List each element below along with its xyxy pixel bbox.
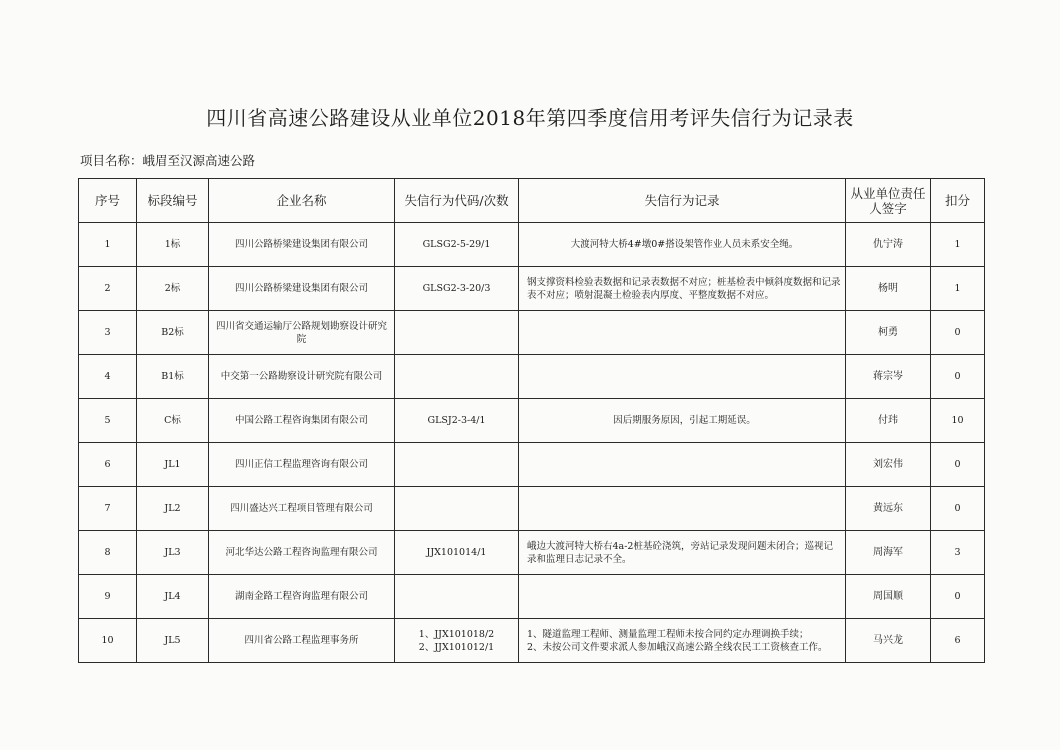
- code-line: GLSG2-5-29/1: [422, 239, 491, 250]
- record-line: 钢支撑资料检验表数据和记录表数据不对应；桩基检表中倾斜度数据和记录表不对应；喷射混凝土检验表内厚度、平整度数据不对应。: [527, 276, 841, 301]
- header-record: 失信行为记录: [519, 179, 846, 223]
- cell-score: 0: [931, 311, 985, 355]
- cell-code: [395, 575, 519, 619]
- cell-section: B2标: [137, 311, 209, 355]
- cell-section: B1标: [137, 355, 209, 399]
- cell-score: 0: [931, 443, 985, 487]
- cell-company: 四川省交通运输厅公路规划勘察设计研究院: [209, 311, 395, 355]
- cell-score: 0: [931, 575, 985, 619]
- cell-company: 河北华达公路工程咨询监理有限公司: [209, 531, 395, 575]
- cell-code: [395, 443, 519, 487]
- cell-code: [395, 223, 519, 267]
- code-line: 1、JJX101018/2: [418, 628, 495, 640]
- record-line: 2、未按公司文件要求派人参加峨汉高速公路全线农民工工资核查工作。: [527, 641, 828, 653]
- cell-code: [395, 619, 519, 663]
- table-row: [79, 575, 985, 619]
- cell-section: JL1: [137, 443, 209, 487]
- cell-code: [395, 531, 519, 575]
- record-line: 因后期服务原因，引起工期延误。: [613, 415, 756, 426]
- cell-company: 中交第一公路勘察设计研究院有限公司: [209, 355, 395, 399]
- table-row: [79, 487, 985, 531]
- page-title: 四川省高速公路建设从业单位2018年第四季度信用考评失信行为记录表: [206, 106, 854, 130]
- cell-record: [519, 267, 846, 311]
- cell-score: 1: [931, 223, 985, 267]
- code-line: GLSJ2-3-4/1: [427, 415, 486, 426]
- cell-company: 湖南金路工程咨询监理有限公司: [209, 575, 395, 619]
- cell-no: 4: [79, 355, 137, 399]
- cell-company: 四川省公路工程监理事务所: [209, 619, 395, 663]
- cell-record: [519, 399, 846, 443]
- project-name: 项目名称：峨眉至汉源高速公路: [80, 153, 256, 168]
- code-line: GLSG2-3-20/3: [422, 283, 491, 294]
- cell-no: 10: [79, 619, 137, 663]
- cell-no: 5: [79, 399, 137, 443]
- cell-score: 0: [931, 487, 985, 531]
- cell-no: 6: [79, 443, 137, 487]
- code-line: JJX101014/1: [426, 547, 487, 558]
- cell-score: 3: [931, 531, 985, 575]
- cell-no: 9: [79, 575, 137, 619]
- header-row: [79, 179, 985, 223]
- record-line: 大渡河特大桥4#墩0#搭设架管作业人员未系安全绳。: [570, 239, 799, 250]
- header-no: 序号: [79, 179, 137, 223]
- cell-sign: 刘宏伟: [846, 443, 931, 487]
- cell-code: [395, 267, 519, 311]
- table-row: [79, 399, 985, 443]
- cell-no: 7: [79, 487, 137, 531]
- table-row: [79, 619, 985, 663]
- cell-score: 6: [931, 619, 985, 663]
- cell-company: 四川盛达兴工程项目管理有限公司: [209, 487, 395, 531]
- header-sign: 从业单位责任人签字: [846, 179, 931, 223]
- record-line: 1、隧道监理工程师、测量监理工程师未按合同约定办理调换手续；: [527, 628, 809, 640]
- cell-no: 3: [79, 311, 137, 355]
- dishonesty-record-table: [78, 178, 985, 663]
- header-section: 标段编号: [137, 179, 209, 223]
- cell-company: 四川公路桥梁建设集团有限公司: [209, 223, 395, 267]
- cell-score: 10: [931, 399, 985, 443]
- cell-sign: 仇宁涛: [846, 223, 931, 267]
- cell-code: [395, 355, 519, 399]
- cell-company: 中国公路工程咨询集团有限公司: [209, 399, 395, 443]
- cell-sign: 周国顺: [846, 575, 931, 619]
- header-score: 扣分: [931, 179, 985, 223]
- table-row: [79, 531, 985, 575]
- header-code: 失信行为代码/次数: [395, 179, 519, 223]
- cell-record: [519, 355, 846, 399]
- cell-section: 2标: [137, 267, 209, 311]
- cell-company: 四川正信工程监理咨询有限公司: [209, 443, 395, 487]
- cell-sign: 柯勇: [846, 311, 931, 355]
- cell-sign: 周海军: [846, 531, 931, 575]
- code-line: 2、JJX101012/1: [418, 641, 495, 653]
- table-row: [79, 311, 985, 355]
- cell-code: [395, 487, 519, 531]
- cell-record: [519, 531, 846, 575]
- cell-score: 1: [931, 267, 985, 311]
- cell-no: 1: [79, 223, 137, 267]
- cell-section: 1标: [137, 223, 209, 267]
- table-row: [79, 267, 985, 311]
- cell-section: JL3: [137, 531, 209, 575]
- cell-record: [519, 487, 846, 531]
- table-row: [79, 223, 985, 267]
- cell-section: JL2: [137, 487, 209, 531]
- cell-company: 四川公路桥梁建设集团有限公司: [209, 267, 395, 311]
- cell-code: [395, 399, 519, 443]
- cell-record: [519, 223, 846, 267]
- cell-sign: 蒋宗岑: [846, 355, 931, 399]
- cell-section: C标: [137, 399, 209, 443]
- cell-section: JL5: [137, 619, 209, 663]
- table-row: [79, 355, 985, 399]
- header-company: 企业名称: [209, 179, 395, 223]
- table-row: [79, 443, 985, 487]
- cell-no: 8: [79, 531, 137, 575]
- cell-code: [395, 311, 519, 355]
- cell-sign: 马兴龙: [846, 619, 931, 663]
- cell-sign: 付玮: [846, 399, 931, 443]
- cell-sign: 黄远东: [846, 487, 931, 531]
- cell-record: [519, 619, 846, 663]
- cell-score: 0: [931, 355, 985, 399]
- cell-record: [519, 311, 846, 355]
- cell-no: 2: [79, 267, 137, 311]
- cell-sign: 杨明: [846, 267, 931, 311]
- cell-section: JL4: [137, 575, 209, 619]
- cell-record: [519, 575, 846, 619]
- record-line: 峨边大渡河特大桥右4a-2桩基砼浇筑，旁站记录发现问题未闭合；巡视记录和监理日志记录不全。: [527, 540, 833, 565]
- cell-record: [519, 443, 846, 487]
